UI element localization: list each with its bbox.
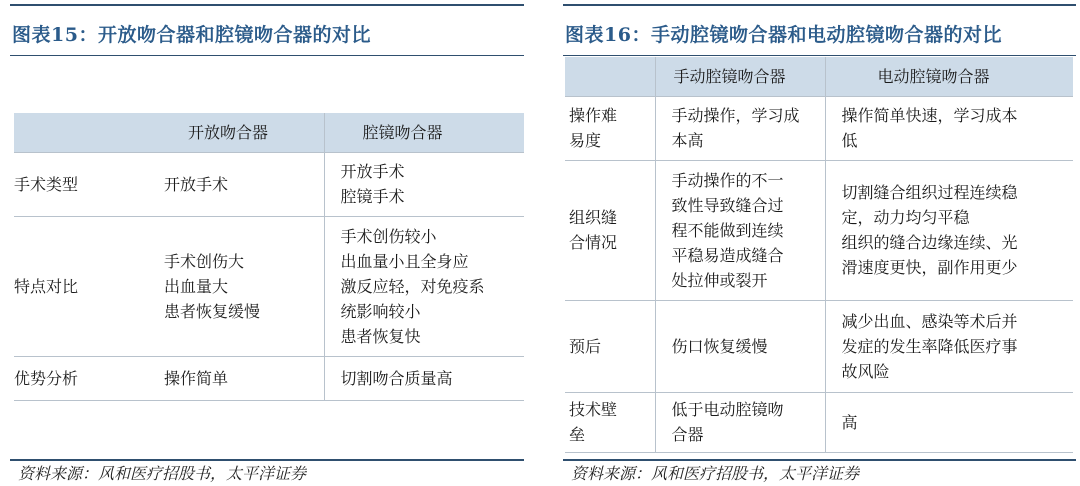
row-label: 组织缝 合情况 [565,160,655,300]
comparison-table [14,113,524,401]
lap-cell: 手术创伤较小 出血量小且全身应 激反应轻，对免疫系 统影响较小 患者恢复快 [324,216,524,356]
row-label: 预后 [565,300,655,392]
top-rule [10,4,524,6]
manual-cell: 低于电动腔镜吻 合器 [655,392,825,452]
figure-15 [0,0,528,486]
table-row [14,356,524,400]
row-label: 操作难 易度 [565,96,655,160]
row-label: 手术类型 [14,152,148,216]
manual-cell: 伤口恢复缓慢 [655,300,825,392]
figure-16-footer [553,0,1080,486]
table-row [14,152,524,216]
header-laparoscopic-stapler: 腔镜吻合器 [324,113,524,152]
open-cell: 操作简单 [148,356,324,400]
electric-cell: 切割缝合组织过程连续稳 定，动力均匀平稳 组织的缝合边缘连续、光 滑速度更快，副作用更少 [825,160,1073,300]
header-open-stapler: 开放吻合器 [148,113,324,152]
electric-cell: 减少出血、感染等术后并 发症的发生率降低医疗事 故风险 [825,300,1073,392]
header-electric-stapler: 电动腔镜吻合器 [825,57,1073,96]
figure-title: 图表16：手动腔镜吻合器和电动腔镜吻合器的对比 [565,24,1002,46]
table-row [14,216,524,356]
figure-title: 图表15：开放吻合器和腔镜吻合器的对比 [12,24,371,46]
open-cell: 手术创伤大 出血量大 患者恢复缓慢 [148,216,324,356]
electric-cell: 操作简单快速，学习成本 低 [825,96,1073,160]
row-label: 技术壁 垒 [565,392,655,452]
header-empty [14,113,148,152]
manual-cell: 手动操作，学习成 本高 [655,96,825,160]
source-note: 资料来源：风和医疗招股书，太平洋证券 [571,464,860,483]
lap-cell: 切割吻合质量高 [324,356,524,400]
row-label: 特点对比 [14,216,148,356]
table-header-row [14,113,524,152]
source-note: 资料来源：风和医疗招股书，太平洋证券 [18,464,307,483]
lap-cell: 开放手术 腔镜手术 [324,152,524,216]
row-label: 优势分析 [14,356,148,400]
open-cell: 开放手术 [148,152,324,216]
title-rule [10,55,524,56]
header-manual-stapler: 手动腔镜吻合器 [655,57,825,96]
manual-cell: 手动操作的不一 致性导致缝合过 程不能做到连续 平稳易造成缝合 处拉伸或裂开 [655,160,825,300]
electric-cell: 高 [825,392,1073,452]
